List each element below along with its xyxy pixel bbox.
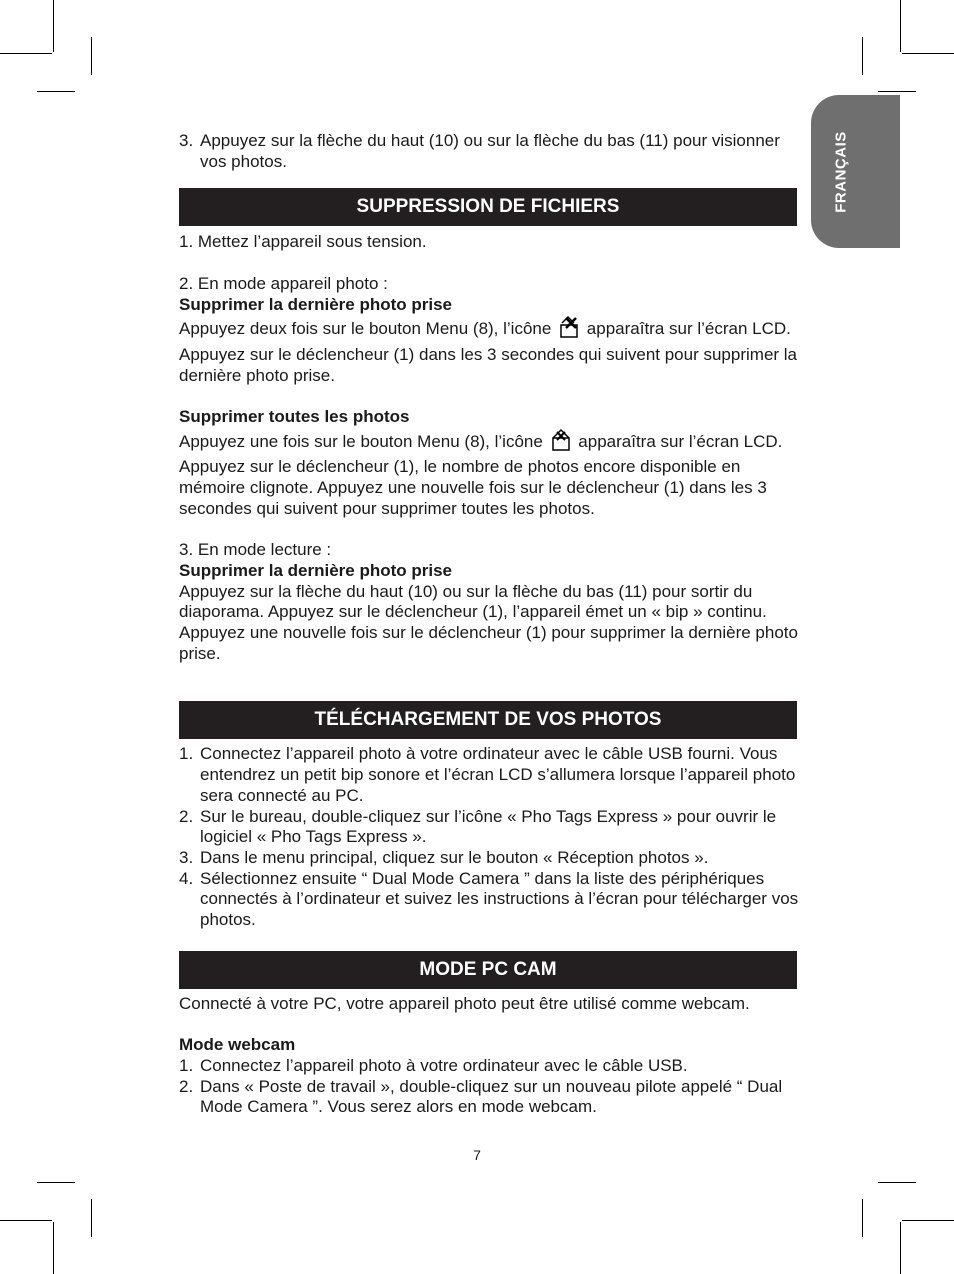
item-number: 3. bbox=[179, 847, 194, 867]
list-item bbox=[179, 1077, 799, 1118]
crop-mark bbox=[878, 1182, 916, 1183]
crop-mark bbox=[902, 1220, 954, 1221]
crop-mark bbox=[878, 91, 916, 92]
delete-one-icon bbox=[558, 315, 580, 345]
crop-mark bbox=[91, 1199, 92, 1237]
delete-all-icon bbox=[550, 428, 572, 458]
paragraph-delete-all bbox=[179, 428, 799, 520]
paragraph-text: apparaîtra sur l’écran LCD. Appuyez sur le déclencheur (1), le nombre de photos encore disponible en mémoire clignote. Appuyez une nouvelle fois sur le déclencheur (1) dans les 3 secondes qui suivent pour supprimer toutes les photos. bbox=[179, 431, 783, 518]
list-item bbox=[179, 744, 799, 806]
paragraph-text: apparaîtra sur l’écran LCD. Appuyez sur le déclencheur (1) dans les 3 secondes qui suivent pour supprimer la dernière photo prise. bbox=[179, 319, 798, 385]
subheading-delete-all: Supprimer toutes les photos bbox=[179, 407, 410, 426]
item-number: 4. bbox=[179, 868, 194, 888]
item-text: Dans le menu principal, cliquez sur le bouton « Réception photos ». bbox=[200, 847, 709, 867]
list-item bbox=[179, 848, 799, 869]
subheading-delete-last-playback: Supprimer la dernière photo prise bbox=[179, 560, 453, 580]
step-playback-mode: 3. En mode lecture : bbox=[179, 540, 332, 560]
item-text: Dans « Poste de travail », double-cliquez sur un nouveau pilote appelé “ Dual Mode Camera ”. Vous serez alors en mode webcam. bbox=[200, 1076, 783, 1117]
list-item bbox=[179, 1056, 799, 1077]
page-number: 7 bbox=[473, 1147, 481, 1163]
subheading-delete-last: Supprimer la dernière photo prise bbox=[179, 294, 453, 314]
item-number: 2. bbox=[179, 1076, 194, 1096]
item-number: 2. bbox=[179, 806, 194, 826]
language-tab bbox=[811, 95, 900, 248]
section-header-suppression: SUPPRESSION DE FICHIERS bbox=[179, 188, 797, 226]
item-text: Connectez l’appareil photo à votre ordinateur avec le câble USB fourni. Vous entendrez un petit bip sonore et l’écran LCD s’allumera lorsque l’appareil photo sera connecté au PC. bbox=[200, 744, 796, 805]
intro-step bbox=[179, 131, 799, 172]
crop-mark bbox=[0, 1220, 52, 1221]
paragraph-delete-last bbox=[179, 315, 799, 386]
crop-mark bbox=[91, 37, 92, 75]
crop-mark bbox=[53, 0, 54, 52]
paragraph-text: Appuyez une fois sur le bouton Menu (8), l’icône bbox=[179, 431, 543, 451]
step-camera-mode: 2. En mode appareil photo : bbox=[179, 273, 388, 293]
crop-mark bbox=[37, 1182, 75, 1183]
crop-mark bbox=[862, 1199, 863, 1237]
page-content bbox=[179, 131, 799, 1118]
section-header-telechargement: TÉLÉCHARGEMENT DE VOS PHOTOS bbox=[179, 701, 797, 739]
crop-mark bbox=[900, 0, 901, 52]
section-header-pc-cam: MODE PC CAM bbox=[179, 951, 797, 989]
step-text: Appuyez sur la flèche du haut (10) ou sur la flèche du bas (11) pour visionner vos photos. bbox=[200, 131, 780, 171]
paragraph-pc-cam-intro: Connecté à votre PC, votre appareil photo peut être utilisé comme webcam. bbox=[179, 993, 750, 1013]
list-item bbox=[179, 869, 799, 931]
item-number: 1. bbox=[179, 744, 194, 764]
paragraph-delete-last-playback: Appuyez sur la flèche du haut (10) ou sur la flèche du bas (11) pour sortir du diaporama. Appuyez sur le déclencheur (1), l’appareil émet un « bip » continu. Appuyez une nouvelle fois sur le déclencheur (1) pour supprimer la dernière photo prise. bbox=[179, 581, 798, 663]
crop-mark bbox=[53, 1222, 54, 1274]
crop-mark bbox=[900, 1222, 901, 1274]
step-number: 3. bbox=[179, 131, 194, 150]
crop-mark bbox=[37, 91, 75, 92]
paragraph-text: Appuyez deux fois sur le bouton Menu (8), l’icône bbox=[179, 319, 552, 339]
item-text: Sur le bureau, double-cliquez sur l’icône « Pho Tags Express » pour ouvrir le logiciel « Pho Tags Express ». bbox=[200, 806, 777, 847]
subheading-webcam-mode: Mode webcam bbox=[179, 1035, 296, 1055]
step-power-on: 1. Mettez l’appareil sous tension. bbox=[179, 232, 427, 252]
crop-mark bbox=[862, 37, 863, 75]
language-tab-label: FRANÇAIS bbox=[832, 131, 850, 213]
item-text: Sélectionnez ensuite “ Dual Mode Camera ” dans la liste des périphériques connectés à l’ordinateur et suivez les instructions à l’écran pour télécharger vos photos. bbox=[200, 868, 799, 930]
item-text: Connectez l’appareil photo à votre ordinateur avec le câble USB. bbox=[200, 1055, 688, 1075]
list-item bbox=[179, 807, 799, 848]
crop-mark bbox=[902, 53, 954, 54]
crop-mark bbox=[0, 53, 52, 54]
item-number: 1. bbox=[179, 1055, 194, 1075]
